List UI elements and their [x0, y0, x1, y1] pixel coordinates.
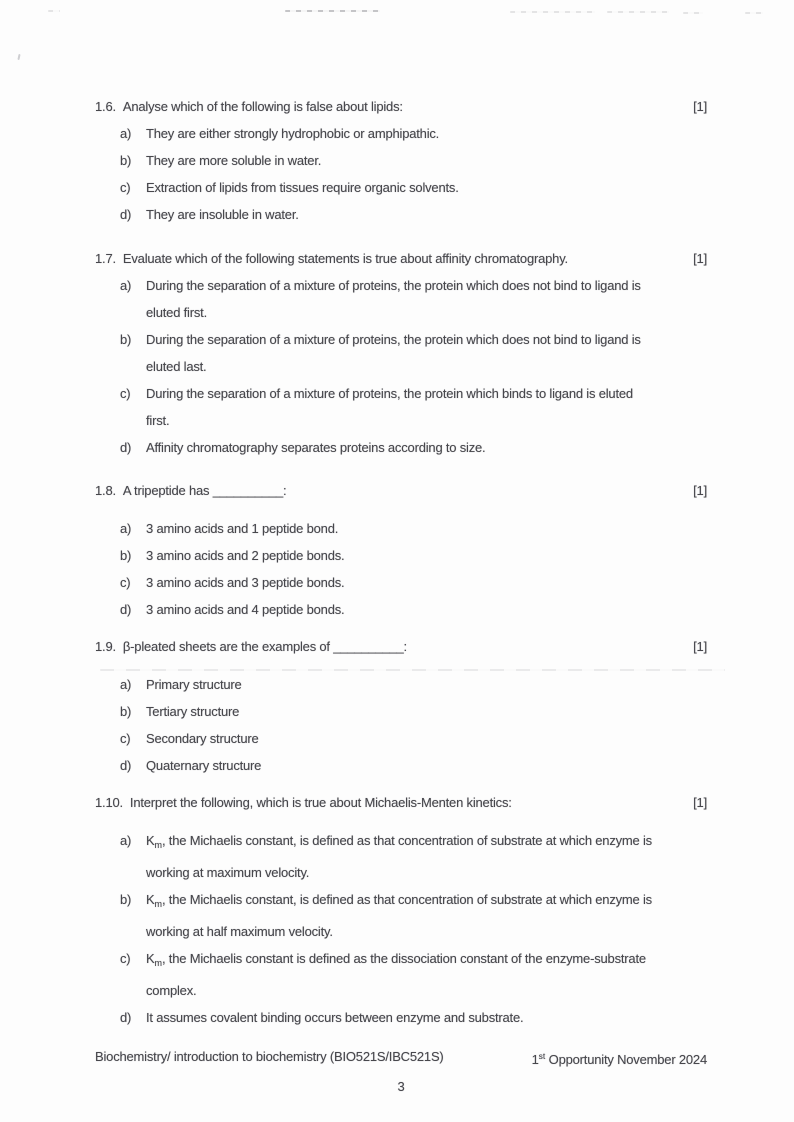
option-text — [146, 945, 707, 1004]
footer-exam-session — [532, 1043, 707, 1073]
option-b — [120, 326, 707, 380]
option-letter: a) — [120, 833, 132, 848]
option-a — [120, 827, 707, 886]
km-subscript: m — [154, 958, 162, 968]
question-number: 1.9. — [95, 639, 116, 654]
km-symbol: K — [146, 951, 155, 966]
option-letter: a) — [120, 278, 132, 293]
question-number: 1.6. — [95, 99, 116, 114]
option-a — [120, 120, 707, 147]
km-subscript: m — [154, 899, 162, 909]
question-heading — [95, 93, 707, 120]
option-a — [120, 671, 707, 698]
option-letter: c) — [120, 951, 131, 966]
option-line: working at half maximum velocity. — [146, 924, 333, 939]
option-letter: a) — [120, 521, 132, 536]
option-b — [120, 542, 707, 569]
option-letter: a) — [120, 677, 132, 692]
scan-artifact — [745, 12, 763, 14]
option-d — [120, 596, 707, 623]
option-text — [146, 752, 707, 779]
options-list — [120, 827, 707, 1031]
option-letter: d) — [120, 440, 132, 455]
marks-badge: [1] — [693, 483, 707, 498]
option-line: During the separation of a mixture of proteins, the protein which binds to ligand is eluted — [146, 386, 633, 401]
options-list — [120, 120, 707, 228]
option-line — [146, 945, 707, 977]
footer-session-rest: Opportunity November 2024 — [545, 1052, 707, 1067]
option-line: It assumes covalent binding occurs between enzyme and substrate. — [146, 1010, 524, 1025]
option-line: During the separation of a mixture of proteins, the protein which does not bind to ligand is — [146, 278, 641, 293]
option-text — [146, 515, 707, 542]
option-line-text: , the Michaelis constant, is defined as that concentration of substrate at which enzyme is — [161, 833, 652, 848]
option-c — [120, 380, 707, 434]
footer-row — [95, 1043, 707, 1073]
option-line — [146, 827, 707, 859]
option-text — [146, 201, 707, 228]
option-letter: b) — [120, 153, 132, 168]
page-number: 3 — [397, 1079, 405, 1094]
km-symbol: K — [146, 892, 155, 907]
option-line — [146, 886, 707, 918]
question-prompt: β-pleated sheets are the examples of __________: — [122, 639, 407, 654]
option-b — [120, 698, 707, 725]
question-1-8 — [95, 477, 707, 623]
option-b — [120, 886, 707, 945]
option-letter: d) — [120, 207, 132, 222]
question-number: 1.10. — [95, 795, 123, 810]
option-text — [146, 326, 707, 380]
option-letter: d) — [120, 602, 132, 617]
option-letter: c) — [120, 731, 131, 746]
option-letter: d) — [120, 758, 132, 773]
option-text — [146, 596, 707, 623]
option-a — [120, 515, 707, 542]
option-text — [146, 542, 707, 569]
option-text — [146, 827, 707, 886]
option-text — [146, 698, 707, 725]
option-line-text: , the Michaelis constant, is defined as that concentration of substrate at which enzyme is — [161, 892, 652, 907]
option-letter: a) — [120, 126, 132, 141]
option-c — [120, 174, 707, 201]
marks-badge: [1] — [693, 251, 707, 266]
option-d — [120, 201, 707, 228]
option-text — [146, 434, 707, 461]
km-symbol: K — [146, 833, 155, 848]
question-prompt: Interpret the following, which is true about Michaelis-Menten kinetics: — [129, 795, 512, 810]
option-line: 3 amino acids and 2 peptide bonds. — [146, 548, 345, 563]
option-text — [146, 725, 707, 752]
option-text — [146, 1004, 707, 1031]
scan-speck — [17, 54, 20, 60]
option-letter: c) — [120, 575, 131, 590]
option-letter: d) — [120, 1010, 132, 1025]
option-line: Secondary structure — [146, 731, 259, 746]
option-line: eluted last. — [146, 359, 207, 374]
option-line: They are more soluble in water. — [146, 153, 322, 168]
option-text — [146, 569, 707, 596]
question-heading — [95, 245, 707, 272]
scan-artifact — [285, 10, 380, 12]
option-text — [146, 671, 707, 698]
option-d — [120, 752, 707, 779]
option-text — [146, 272, 707, 326]
marks-badge: [1] — [693, 639, 707, 654]
option-a — [120, 272, 707, 326]
footer-session-number: 1 — [531, 1052, 539, 1067]
exam-page — [95, 93, 707, 1100]
scan-artifact — [683, 12, 703, 14]
option-line: Tertiary structure — [146, 704, 240, 719]
option-d — [120, 1004, 707, 1031]
option-text — [146, 120, 707, 147]
option-letter: b) — [120, 548, 132, 563]
option-c — [120, 569, 707, 596]
marks-badge: [1] — [693, 99, 707, 114]
question-1-6 — [95, 93, 707, 228]
option-line: They are insoluble in water. — [146, 207, 299, 222]
option-text — [146, 886, 707, 945]
option-line: Primary structure — [146, 677, 242, 692]
option-line: Affinity chromatography separates proteins according to size. — [146, 440, 486, 455]
option-c — [120, 725, 707, 752]
question-1-10 — [95, 789, 707, 1031]
scan-artifact — [48, 10, 60, 12]
option-line: 3 amino acids and 1 peptide bond. — [146, 521, 339, 536]
option-line: first. — [146, 413, 170, 428]
question-number: 1.8. — [95, 483, 116, 498]
option-line: Quaternary structure — [146, 758, 262, 773]
question-prompt: Analyse which of the following is false about lipids: — [122, 99, 403, 114]
options-list — [120, 515, 707, 623]
question-heading — [95, 477, 707, 504]
option-letter: b) — [120, 332, 132, 347]
option-letter: b) — [120, 704, 132, 719]
option-text — [146, 380, 707, 434]
option-text — [146, 174, 707, 201]
question-heading — [95, 633, 707, 660]
km-subscript: m — [154, 840, 162, 850]
option-line-text: , the Michaelis constant is defined as the dissociation constant of the enzyme-substrate — [161, 951, 646, 966]
page-footer — [95, 1043, 707, 1100]
question-1-7 — [95, 245, 707, 461]
footer-course-title: Biochemistry/ introduction to biochemistry (BIO521S/IBC521S) — [95, 1049, 444, 1064]
question-prompt: A tripeptide has __________: — [122, 483, 287, 498]
options-list — [120, 272, 707, 461]
option-d — [120, 434, 707, 461]
footer-session-ordinal: st — [538, 1051, 546, 1061]
option-b — [120, 147, 707, 174]
option-line: working at maximum velocity. — [146, 865, 310, 880]
scan-artifact — [607, 11, 669, 13]
question-number: 1.7. — [95, 251, 116, 266]
option-letter: c) — [120, 180, 131, 195]
option-c — [120, 945, 707, 1004]
option-line: eluted first. — [146, 305, 207, 320]
options-list — [120, 671, 707, 779]
option-letter: c) — [120, 386, 131, 401]
option-text — [146, 147, 707, 174]
option-line: Extraction of lipids from tissues require organic solvents. — [146, 180, 459, 195]
option-line: 3 amino acids and 4 peptide bonds. — [146, 602, 345, 617]
marks-badge: [1] — [693, 795, 707, 810]
option-letter: b) — [120, 892, 132, 907]
question-heading — [95, 789, 707, 816]
option-line: They are either strongly hydrophobic or amphipathic. — [146, 126, 440, 141]
option-line: During the separation of a mixture of proteins, the protein which does not bind to ligand is — [146, 332, 641, 347]
question-prompt: Evaluate which of the following statements is true about affinity chromatography. — [122, 251, 568, 266]
scan-artifact — [510, 11, 595, 13]
option-line: 3 amino acids and 3 peptide bonds. — [146, 575, 345, 590]
option-line: complex. — [146, 983, 197, 998]
question-1-9 — [95, 633, 707, 779]
